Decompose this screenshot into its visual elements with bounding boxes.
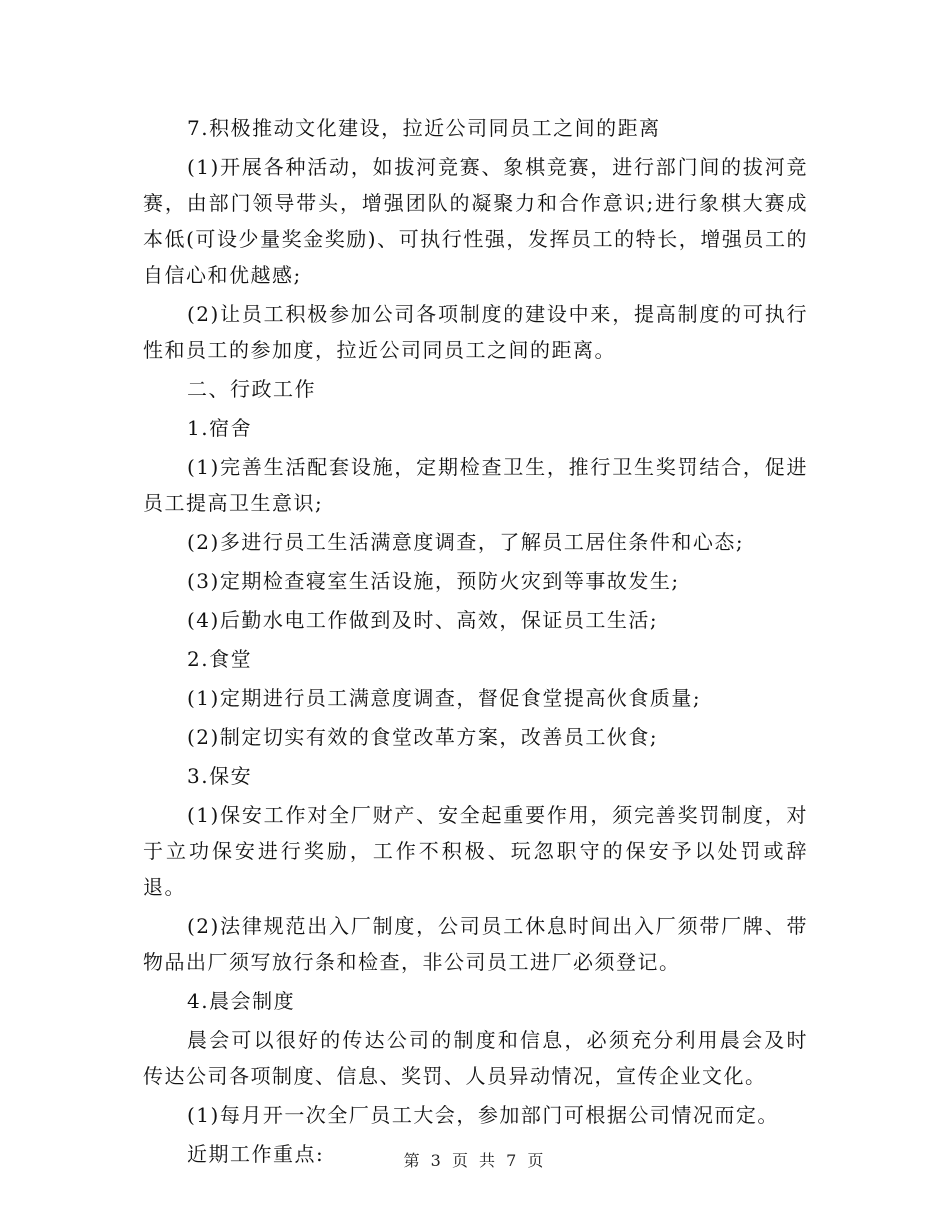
subsection-heading: 2.食堂 xyxy=(187,647,253,671)
paragraph: (1)保安工作对全厂财产、安全起重要作用，须完善奖罚制度，对于立功保安进行奖励，工作不积极、玩忽职守的保安予以处罚或辞退。 xyxy=(143,803,808,899)
paragraph: (2)让员工积极参加公司各项制度的建设中来，提高制度的可执行性和员工的参加度，拉近公司同员工之间的距离。 xyxy=(143,302,808,362)
paragraph: (2)制定切实有效的食堂改革方案，改善员工伙食; xyxy=(187,725,659,749)
paragraph: (1)定期进行员工满意度调查，督促食堂提高伙食质量; xyxy=(187,686,702,710)
section-heading: 二、行政工作 xyxy=(187,377,316,401)
paragraph: (1)开展各种活动，如拔河竞赛、象棋竞赛，进行部门间的拔河竞赛，由部门领导带头，增强团队的凝聚力和合作意识;进行象棋大赛成本低(可设少量奖金奖励)、可执行性强，发挥员工的特长，增强员工的自信心和优越感; xyxy=(143,155,808,287)
paragraph: 近期工作重点: xyxy=(187,1142,325,1166)
subsection-heading: 4.晨会制度 xyxy=(187,989,296,1013)
page-number: 第 3 页 共 7 页 xyxy=(403,1151,547,1170)
paragraph: 7.积极推动文化建设，拉近公司同员工之间的距离 xyxy=(187,116,661,140)
paragraph: (3)定期检查寝室生活设施，预防火灾到等事故发生; xyxy=(187,569,680,593)
paragraph: 晨会可以很好的传达公司的制度和信息，必须充分利用晨会及时传达公司各项制度、信息、奖罚、人员异动情况，宣传企业文化。 xyxy=(143,1028,808,1088)
subsection-heading: 1.宿舍 xyxy=(187,416,253,440)
subsection-heading: 3.保安 xyxy=(187,764,253,788)
document-body xyxy=(143,110,808,1175)
paragraph: (2)法律规范出入厂制度，公司员工休息时间出入厂须带厂牌、带物品出厂须写放行条和检查，非公司员工进厂必须登记。 xyxy=(143,914,808,974)
paragraph: (1)每月开一次全厂员工大会，参加部门可根据公司情况而定。 xyxy=(187,1103,779,1127)
paragraph: (4)后勤水电工作做到及时、高效，保证员工生活; xyxy=(187,608,659,632)
paragraph: (2)多进行员工生活满意度调查，了解员工居住条件和心态; xyxy=(187,530,745,554)
paragraph: (1)完善生活配套设施，定期检查卫生，推行卫生奖罚结合，促进员工提高卫生意识; xyxy=(143,455,808,515)
